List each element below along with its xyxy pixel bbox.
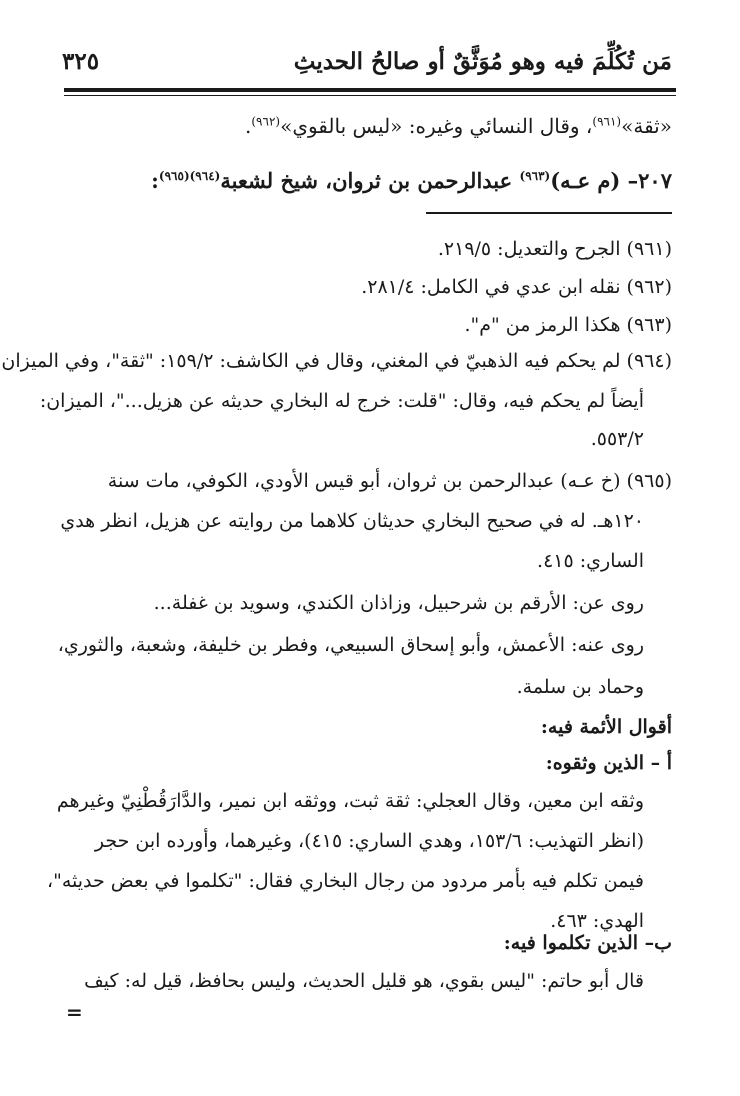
- trusted-line-2: (انظر التهذيب: ١٥٣/٦، وهدي الساري: ٤١٥)، وغيرهما، وأورده ابن حجر: [94, 830, 644, 852]
- quote-thiqa: «ثقة»: [621, 114, 672, 138]
- header-rule-thin: [64, 95, 676, 96]
- entry-number: ٢٠٧– (م عـه): [550, 168, 672, 193]
- footnote-separator: [426, 212, 672, 214]
- footnote-ref-961[interactable]: (٩٦١): [592, 114, 622, 129]
- body-line-1: [245, 114, 672, 138]
- nasai-quote: ، وقال النسائي وغيره: «ليس بالقوي»: [280, 114, 593, 138]
- entry-end: :: [151, 168, 159, 193]
- footnote-965-line-3: الساري: ٤١٥.: [537, 550, 644, 572]
- footnote-964-line-3: ٥٥٣/٢.: [590, 428, 644, 450]
- trusted-line-3: فيمن تكلم فيه بأمر مردود من رجال البخاري فقال: "تكلموا في بعض حديثه"،: [46, 870, 644, 892]
- footnote-964-line-1: (٩٦٤) لم يحكم فيه الذهبيّ في المغني، وقال في الكاشف: ١٥٩/٢: "ثقة"، وفي الميزان: [1, 350, 672, 372]
- footnote-ref-964-965[interactable]: (٩٦٤)(٩٦٥): [158, 169, 221, 183]
- header-rule-thick: [64, 88, 676, 92]
- footnote-965-line-2: ١٢٠هـ. له في صحيح البخاري حديثان كلاهما من روايته عن هزيل، انظر هدي: [60, 510, 644, 532]
- line1-end: .: [245, 114, 252, 138]
- imams-sayings-heading: أقوال الأئمة فيه:: [540, 716, 672, 738]
- footnote-964-line-2: أيضاً لم يحكم فيه، وقال: "قلت: خرج له البخاري حديثه عن هزيل..."، الميزان:: [39, 390, 644, 412]
- trusted-line-4: الهدي: ٤٦٣.: [550, 910, 644, 932]
- narrated-by-line-1: روى عنه: الأعمش، وأبو إسحاق السبيعي، وفطر بن خليفة، وشعبة، والثوري،: [57, 634, 644, 656]
- entry-name: عبدالرحمن بن ثروان، شيخ لشعبة: [220, 168, 520, 193]
- criticized-line-1: قال أبو حاتم: "ليس بقوي، هو قليل الحديث، وليس بحافظ، قيل له: كيف: [84, 970, 644, 992]
- footnote-963: (٩٦٣) هكذا الرمز من "م".: [464, 314, 672, 336]
- footnote-ref-962[interactable]: (٩٦٢): [251, 114, 281, 129]
- narrated-by-line-2: وحماد بن سلمة.: [516, 676, 644, 698]
- page-number: ٣٢٥: [62, 48, 100, 75]
- footnote-ref-963[interactable]: (٩٦٣): [519, 169, 551, 183]
- footnote-961: (٩٦١) الجرح والتعديل: ٢١٩/٥.: [437, 238, 672, 260]
- footnote-962: (٩٦٢) نقله ابن عدي في الكامل: ٢٨١/٤.: [361, 276, 672, 298]
- criticized-heading: ب– الذين تكلموا فيه:: [503, 932, 672, 954]
- trusted-heading: أ – الذين وثقوه:: [545, 752, 672, 774]
- running-header-title: مَن تُكُلِّمَ فيه وهو مُوَثَّقٌ أو صالحُ الحديثِ: [293, 48, 672, 75]
- footnote-965-line-1: (٩٦٥) (خ عـه) عبدالرحمن بن ثروان، أبو قيس الأودي، الكوفي، مات سنة: [107, 470, 672, 492]
- narrated-from: روى عن: الأرقم بن شرحبيل، وزاذان الكندي، وسويد بن غفلة...: [153, 592, 644, 614]
- trusted-line-1: وثقه ابن معين، وقال العجلي: ثقة ثبت، ووثقه ابن نمير، والدَّارَقُطْنِيّ وغيرهم: [56, 790, 644, 812]
- continuation-mark: =: [66, 1000, 83, 1024]
- entry-heading: [151, 168, 672, 193]
